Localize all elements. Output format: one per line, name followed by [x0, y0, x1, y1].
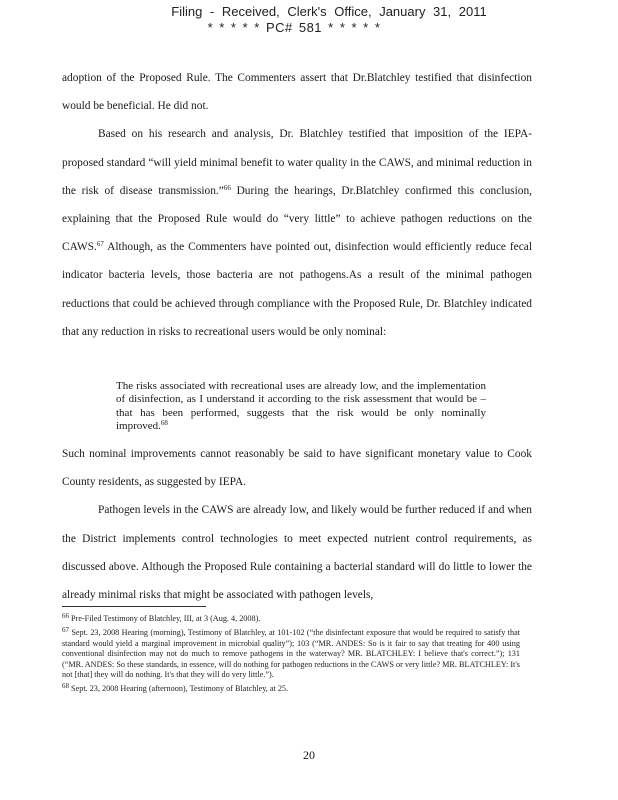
paragraph-2	[62, 120, 532, 346]
paragraph-4: Pathogen levels in the CAWS are already low, and likely would be further reduced if and when the District implements control technologies to meet expected nutrient control requirements, as discussed above. Although the Proposed Rule containing a bacterial standard will do little to lower the already minimal risks that might be associated with pathogen levels,	[62, 504, 532, 602]
footnotes	[62, 614, 520, 699]
footnote-number: 67	[62, 626, 69, 635]
block-quote-text: The risks associated with recreational uses are already low, and the implementation of disinfection, as I understand it according to the risk assessment that would be – that has been performed, suggests that the risk would be only nominally improved.	[116, 380, 486, 433]
footnote-number: 68	[62, 682, 69, 691]
paragraph-3: Such nominal improvements cannot reasonably be said to have significant monetary value to Cook County residents, as suggested by IEPA.	[62, 448, 532, 489]
footnote-text: Sept. 23, 2008 Hearing (morning), Testimony of Blatchley, at 101-102 (“the disinfectant exposure that would be required to satisfy that standard would yield a marginal improvement in microbial quality”); 103 (“MR. ANDES: So is it fair to say that treating for 400 using conventional disinfection may not do much to remove pathogens in the waterway? MR. BLATCHLEY: I believe that's correct.”); 131 (“MR. ANDES: So these standards, in essence, will do nothing for pathogen reductions in the CAWS or very little? MR. BLATCHLEY: It's not [that] they will do nothing. It's that they will do very little.”).	[62, 628, 521, 680]
paragraph-2-part-3: Although, as the Commenters have pointed out, disinfection would efficiently reduce fecal indicator bacteria levels, those bacteria are not pathogens.As a result of the minimal pathogen reductions that could be achieved through compliance with the Proposed Rule, Dr. Blatchley indicated that any reduction in risks to recreational users would be only nominal:	[62, 241, 532, 338]
block-quote	[116, 380, 486, 434]
public-comment-number: * * * * * PC# 581 * * * * *	[207, 20, 381, 35]
footnote-66	[62, 614, 520, 624]
footnote-ref-68: 68	[160, 419, 168, 428]
footnote-ref-66: 66	[223, 183, 231, 192]
body-section-2	[62, 440, 532, 609]
page-number: 20	[303, 748, 315, 762]
footnote-ref-67: 67	[96, 240, 104, 249]
footnote-67	[62, 628, 520, 680]
footnote-number: 66	[62, 612, 69, 620]
filing-received-line: Filing - Received, Clerk's Office, January 31, 2011	[171, 4, 487, 19]
footnote-separator	[62, 606, 206, 607]
footnote-text: Pre-Filed Testimony of Blatchley, III, at 3 (Aug. 4, 2008).	[71, 614, 261, 623]
paragraph-2-part-2: During the hearings, Dr.Blatchley confirmed this conclusion, explaining that the Proposed Rule would do “very little” to achieve pathogen reductions on the CAWS.	[62, 184, 533, 254]
filing-stamp-header	[0, 4, 618, 36]
footnote-68	[62, 684, 520, 694]
body-section-1	[62, 64, 532, 346]
paragraph-2-part-1: Based on his research and analysis, Dr. Blatchley testified that imposition of the IEPA-proposed standard “will yield minimal benefit to water quality in the CAWS, and minimal reduction in the risk of disease transmission.”	[62, 128, 532, 197]
footnote-text: Sept. 23, 2008 Hearing (afternoon), Testimony of Blatchley, at 25.	[71, 684, 289, 694]
paragraph-1: adoption of the Proposed Rule. The Commenters assert that Dr.Blatchley testified that disinfection would be beneficial. He did not.	[62, 72, 532, 113]
